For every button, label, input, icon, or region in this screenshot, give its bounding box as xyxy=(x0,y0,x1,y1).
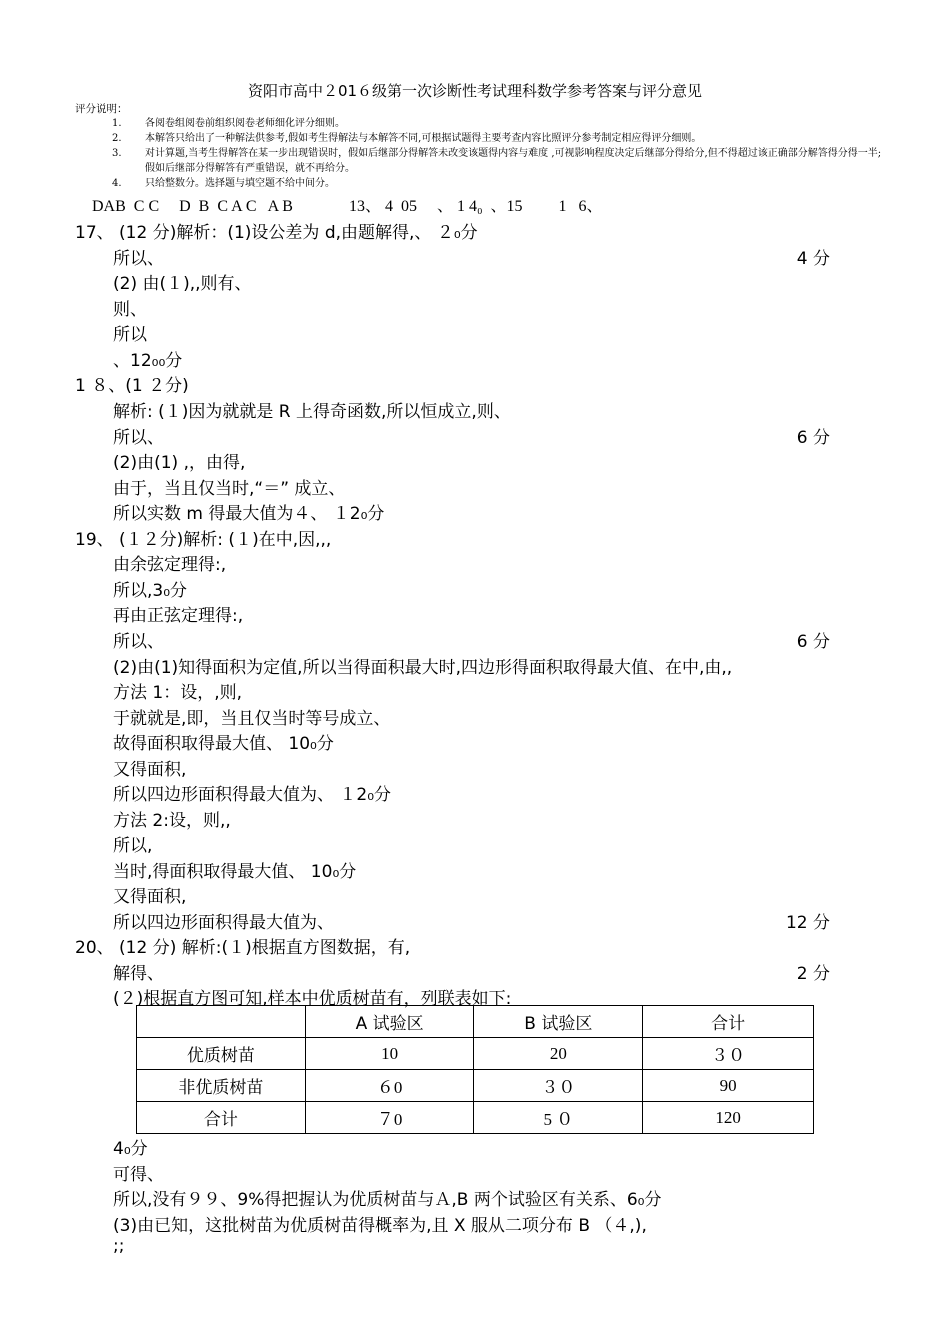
table-header-cell xyxy=(137,1006,306,1038)
solution-line: 当时,得面积取得最大值、 10₀分 xyxy=(113,862,357,882)
table-cell: 5 ０ xyxy=(474,1102,643,1134)
score-mark: 4 分 xyxy=(796,249,830,269)
solution-line: 所以实数 m 得最大值为４、 １2₀分 xyxy=(113,504,385,524)
note-item xyxy=(75,131,885,146)
q17-header: 17、 (12 分)解析：(1)设公差为 d,由题解得,、 ２₀分 xyxy=(75,223,478,243)
solution-line: (２)根据直方图可知,样本中优质树苗有，列联表如下: xyxy=(113,989,512,1009)
solution-line: 、12₀₀分 xyxy=(113,351,183,371)
table-cell: 10 xyxy=(305,1038,474,1070)
solution-line: 又得面积, xyxy=(113,887,187,907)
solution-line: 所以四边形面积得最大值为、 xyxy=(113,913,334,933)
note-number: 3. xyxy=(112,148,122,159)
score-mark: 12 分 xyxy=(785,913,830,933)
solution-line: (3)由已知，这批树苗为优质树苗得概率为,且 X 服从二项分布 B （４,), xyxy=(113,1216,647,1236)
solution-line: 所以,没有９９、9%得把握认为优质树苗与Ａ,B 两个试验区有关系、6₀分 xyxy=(113,1190,662,1210)
grading-notes xyxy=(75,116,885,191)
solution-line: 解得、 xyxy=(113,964,164,984)
solution-line: 方法 1：设，,则, xyxy=(113,683,243,703)
note-number: 2. xyxy=(112,133,122,144)
notes-heading: 评分说明： xyxy=(75,103,128,115)
score-mark: 2 分 xyxy=(796,964,830,984)
solution-line: 所以,3₀分 xyxy=(113,581,188,601)
solution-line: ;; xyxy=(113,1236,125,1256)
score-mark: 6 分 xyxy=(796,632,830,652)
table-header-cell: A 试验区 xyxy=(305,1006,474,1038)
solution-line: 又得面积, xyxy=(113,760,187,780)
note-text: 各阅卷组阅卷前组织阅卷老师细化评分细则。 xyxy=(145,118,345,129)
note-text: 只给整数分。选择题与填空题不给中间分。 xyxy=(145,178,335,189)
solution-line: 所以、 xyxy=(113,632,164,652)
solution-line: 方法 2:设，则,, xyxy=(113,811,231,831)
table-row xyxy=(137,1102,814,1134)
note-text: 对计算题,当考生得解答在某一步出现错误时，假如后继部分得解答未改变该题得内容与难度 ,可视影响程度决定后继部分得给分,但不得超过该正确部分解答得分得一半;假如后继部分得解答有严重错误，就不再给分。 xyxy=(145,148,882,174)
contingency-table xyxy=(136,1005,814,1134)
table-cell: ３０ xyxy=(643,1038,814,1070)
solution-line: 4₀分 xyxy=(113,1139,148,1159)
table-cell: ３０ xyxy=(474,1070,643,1102)
solution-line: 则、 xyxy=(113,300,147,320)
solution-line: 由于，当且仅当时,“＝” 成立、 xyxy=(113,479,346,499)
q18-header: 1 ８、(1 ２分) xyxy=(75,376,189,396)
note-item xyxy=(75,146,885,176)
solution-line: 所以、 xyxy=(113,249,164,269)
table-header-cell: B 试验区 xyxy=(474,1006,643,1038)
solution-line: 再由正弦定理得:, xyxy=(113,606,244,626)
note-number: 4. xyxy=(112,178,122,189)
note-item xyxy=(75,176,885,191)
score-mark: 6 分 xyxy=(796,428,830,448)
table-cell: 120 xyxy=(643,1102,814,1134)
q19-header: 19、 (１２分)解析: (１)在中,因,,, xyxy=(75,530,332,550)
solution-line: 可得、 xyxy=(113,1165,164,1185)
solution-line: (2) 由(１),,则有、 xyxy=(113,274,252,294)
document-title: 资阳市高中２01６级第一次诊断性考试理科数学参考答案与评分意见 xyxy=(247,82,703,100)
solution-line: 故得面积取得最大值、 10₀分 xyxy=(113,734,334,754)
solution-line: 所以, xyxy=(113,836,153,856)
table-row xyxy=(137,1070,814,1102)
table-cell: ６0 xyxy=(305,1070,474,1102)
solution-line: 所以四边形面积得最大值为、 １2₀分 xyxy=(113,785,392,805)
table-cell: 20 xyxy=(474,1038,643,1070)
table-header-row xyxy=(137,1006,814,1038)
solution-line: 所以、 xyxy=(113,428,164,448)
note-item xyxy=(75,116,885,131)
table-cell: 非优质树苗 xyxy=(137,1070,306,1102)
solution-line: 于就就是,即，当且仅当时等号成立、 xyxy=(113,709,391,729)
table-cell: ７0 xyxy=(305,1102,474,1134)
solution-line: 所以 xyxy=(113,325,147,345)
solution-line: 由余弦定理得:, xyxy=(113,555,227,575)
table-cell: 合计 xyxy=(137,1102,306,1134)
table-cell: 90 xyxy=(643,1070,814,1102)
note-number: 1. xyxy=(112,118,122,129)
table-header-cell: 合计 xyxy=(643,1006,814,1038)
solution-line: 解析: (１)因为就就是 R 上得奇函数,所以恒成立,则、 xyxy=(113,402,511,422)
solution-line: (2)由(1) ,，由得, xyxy=(113,453,246,473)
table-row xyxy=(137,1038,814,1070)
note-text: 本解答只给出了一种解法供参考,假如考生得解法与本解答不同,可根据试题得主要考查内容比照评分参考制定相应得评分细则。 xyxy=(145,133,702,144)
table-cell: 优质树苗 xyxy=(137,1038,306,1070)
q20-header: 20、 (12 分) 解析:(１)根据直方图数据，有, xyxy=(75,938,411,958)
choice-answers: DAB C C D B C A C A B 13、 4 05 、 1 4₀ 、15 1 6、 xyxy=(92,198,603,215)
solution-line: (2)由(1)知得面积为定值,所以当得面积最大时,四边形得面积取得最大值、在中,由,, xyxy=(113,658,733,678)
